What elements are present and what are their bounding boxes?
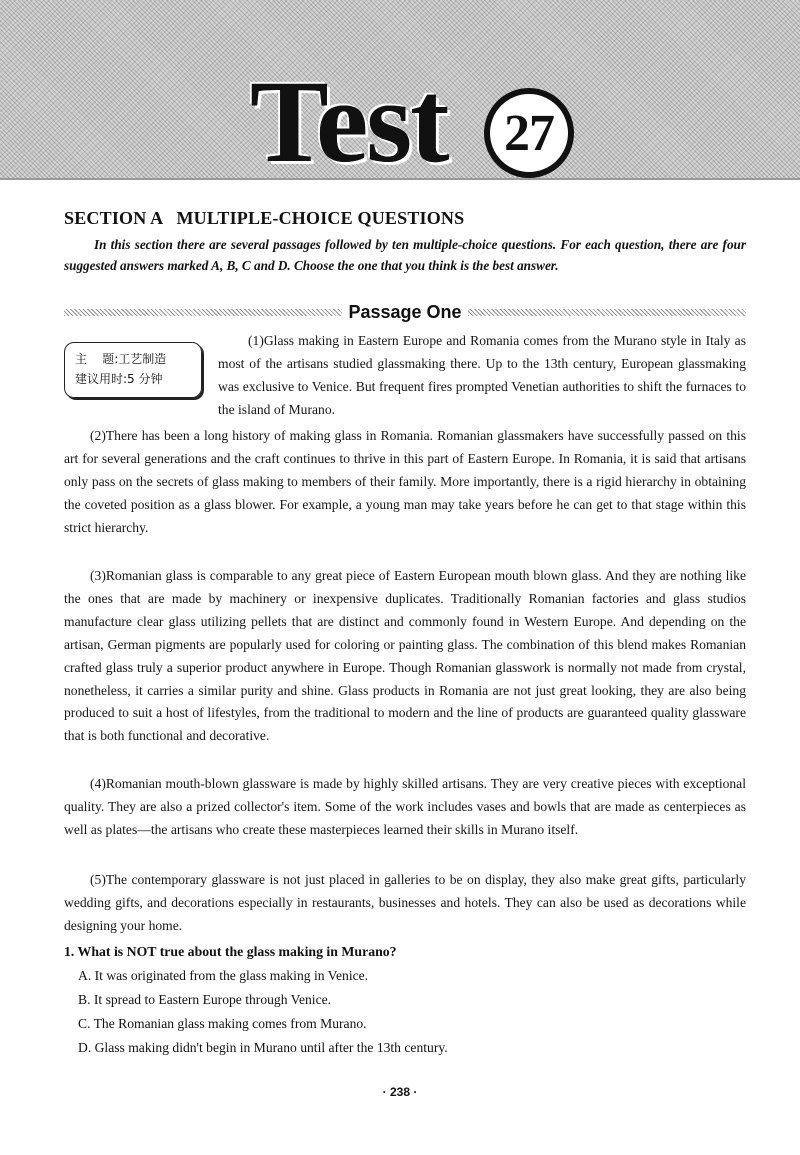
- paragraph-3: (3)Romanian glass is comparable to any great piece of Eastern European mouth blown glass. And they are nothing like the ones that are made by machinery or inexpensive duplicates. Traditionally Romanian factories and glass studios manufacture clear glass utilizing pellets that are distinct and commonly found in Western Europe. And depending on the artisan, German pigments are popularly used for coloring or painting glass. The combination of this blend makes Romanian crafted glass truly a superior product anywhere in Europe. Though Romanian glasswork is normally not made from crystal, nonetheless, it carries a similar purity and shine. Glass products in Romania are not just great looking, they are also being produced to suit a host of lifestyles, from the traditional to modern and the line of products are guaranteed quality glassware that is both functional and decorative.: [64, 568, 746, 744]
- section-instructions: In this section there are several passages followed by ten multiple-choice questions. For each question, there are four suggested answers marked A, B, C and D. Choose the one that you think is the best answer.: [64, 237, 746, 273]
- paragraph-5: (5)The contemporary glassware is not just placed in galleries to be on display, they also make great gifts, particularly wedding gifts, and decorations especially in restaurants, businesses and hotels. They can also be used as decorations while designing your home.: [64, 872, 746, 933]
- hatch-divider-left: [64, 309, 342, 316]
- option-d: D. Glass making didn't begin in Murano until after the 13th century.: [78, 1040, 448, 1055]
- test-number-badge: [484, 88, 574, 178]
- paragraph-4: (4)Romanian mouth-blown glassware is made by highly skilled artisans. They are very creative pieces with exceptional quality. They are also a prized collector's item. Some of the work includes vases and bowls that are made as centerpieces as well as plates—the artisans who create these masterpieces learned their skills in Murano itself.: [64, 776, 746, 837]
- paragraph-2: (2)There has been a long history of making glass in Romania. Romanian glassmakers have successfully passed on this art for several generations and the craft continues to thrive in this part of Eastern Europe. In Romania, it is said that artisans only pass on the secrets of glass making to members of their family. More importantly, there is a rigid hierarchy in obtaining the coveted position as a glass blower. For example, a young man may take years before he can get to that stage within this strict hierarchy.: [64, 428, 746, 535]
- page-number: · 238 ·: [382, 1085, 418, 1099]
- info-topic: 主 题:工艺制造: [75, 352, 167, 366]
- passage-title: Passage One: [348, 301, 462, 322]
- hatch-divider-right: [468, 309, 746, 316]
- section-title: SECTION A MULTIPLE-CHOICE QUESTIONS: [64, 208, 465, 228]
- paragraph-1: (1)Glass making in Eastern Europe and Romania comes from the Murano style in Italy as most of the artisans studied glassmaking there. Up to the 13th century, European glassmaking was exclusive to Venice. But frequent fires prompted Venetian authorities to shift the furnaces to the island of Murano.: [218, 333, 746, 417]
- question-stem: 1. What is NOT true about the glass making in Murano?: [64, 944, 397, 959]
- test-title: Test: [250, 56, 448, 187]
- option-a: A. It was originated from the glass making in Venice.: [78, 968, 369, 983]
- passage-info-box: [64, 342, 202, 398]
- option-b: B. It spread to Eastern Europe through Venice.: [78, 992, 332, 1007]
- option-c: C. The Romanian glass making comes from Murano.: [78, 1016, 367, 1031]
- info-time: 建议用时:5 分钟: [75, 372, 163, 386]
- passage-heading: [64, 300, 746, 324]
- test-number: 27: [504, 104, 554, 162]
- title-banner: [0, 0, 800, 187]
